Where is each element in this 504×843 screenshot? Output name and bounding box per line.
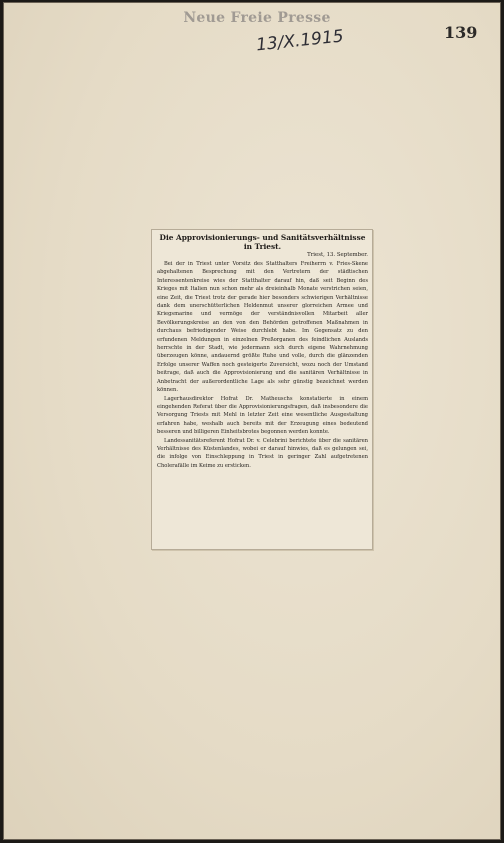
article-dateline: Triest, 13. September. <box>307 252 368 258</box>
page-number: 139 <box>444 23 478 42</box>
article-paragraph: Bei der in Triest unter Vorsitz des Statthalters Freiherrn v. Fries-Skene abgehaltenen Besprechung mit den Vertretern der städtischen Interessentenkreise wies der Statthalter darauf hin, daß seit Beginn des Krieges mit Italien nun schon mehr als dreieinhalb Monate verstrichen seien, eine Zeit, die Triest trotz der gerade hier besonders schwierigen Verhältnisse dank dem unerschütterlichen Heldenmut unserer glorreichen Armee und Kriegsmarine und vermöge der verständnisvollen Mitarbeit aller Bevölkerungskreise an den von den Behörden getroffenen Maßnahmen in durchaus befriedigender Weise durchlebt habe. Im Gegensatz zu den erfundenen Meldungen in einzelnen Preßorganen des feindlichen Auslands herrschte in der Stadt, wie jedermann sich durch eigene Wahrnehmung überzeugen könne, andauernd größte Ruhe und volle, durch die glänzenden Erfolge unserer Waffen noch gesteigerte Zuversicht, wozu noch der Umstand beitrage, daß auch die Approvisionierung und die sanitären Verhältnisse in Anbetracht der außerordentliche Lage als sehr günstig bezeichnet werden können. <box>157 261 368 394</box>
article-paragraph: Landessanitätsreferent Hofrat Dr. v. Celebrini berichtete über die sanitären Verhältnisse des Küstenlandes, wobei er darauf hinwies, daß es gelungen sei, die infolge von Einschleppung in Triest in geringer Zahl aufgetretenen Cholerafälle im Keime zu ersticken. <box>157 437 368 469</box>
newspaper-stamp: Neue Freie Presse <box>183 10 331 26</box>
handwritten-date: 13/X.1915 <box>255 26 345 56</box>
newspaper-clipping <box>151 229 373 550</box>
archive-page <box>3 2 501 840</box>
article-title: Die Approvisionierungs- und Sanitätsverhältnisse in Triest. <box>159 233 366 251</box>
article-paragraph: Lagerhausdirektor Hofrat Dr. Matheuschs konstatierte in einem eingehenden Referat über die Approvisionierungsfragen, daß insbesondere die Versorgung Triests mit Mehl in letzter Zeit eine wesentliche Ausgestaltung erfahren habe, weshalb auch bereits mit der Erzeugung eines bedeutend besseren und billigeren Einheitsbrotes begonnen werden konnte. <box>157 395 368 436</box>
